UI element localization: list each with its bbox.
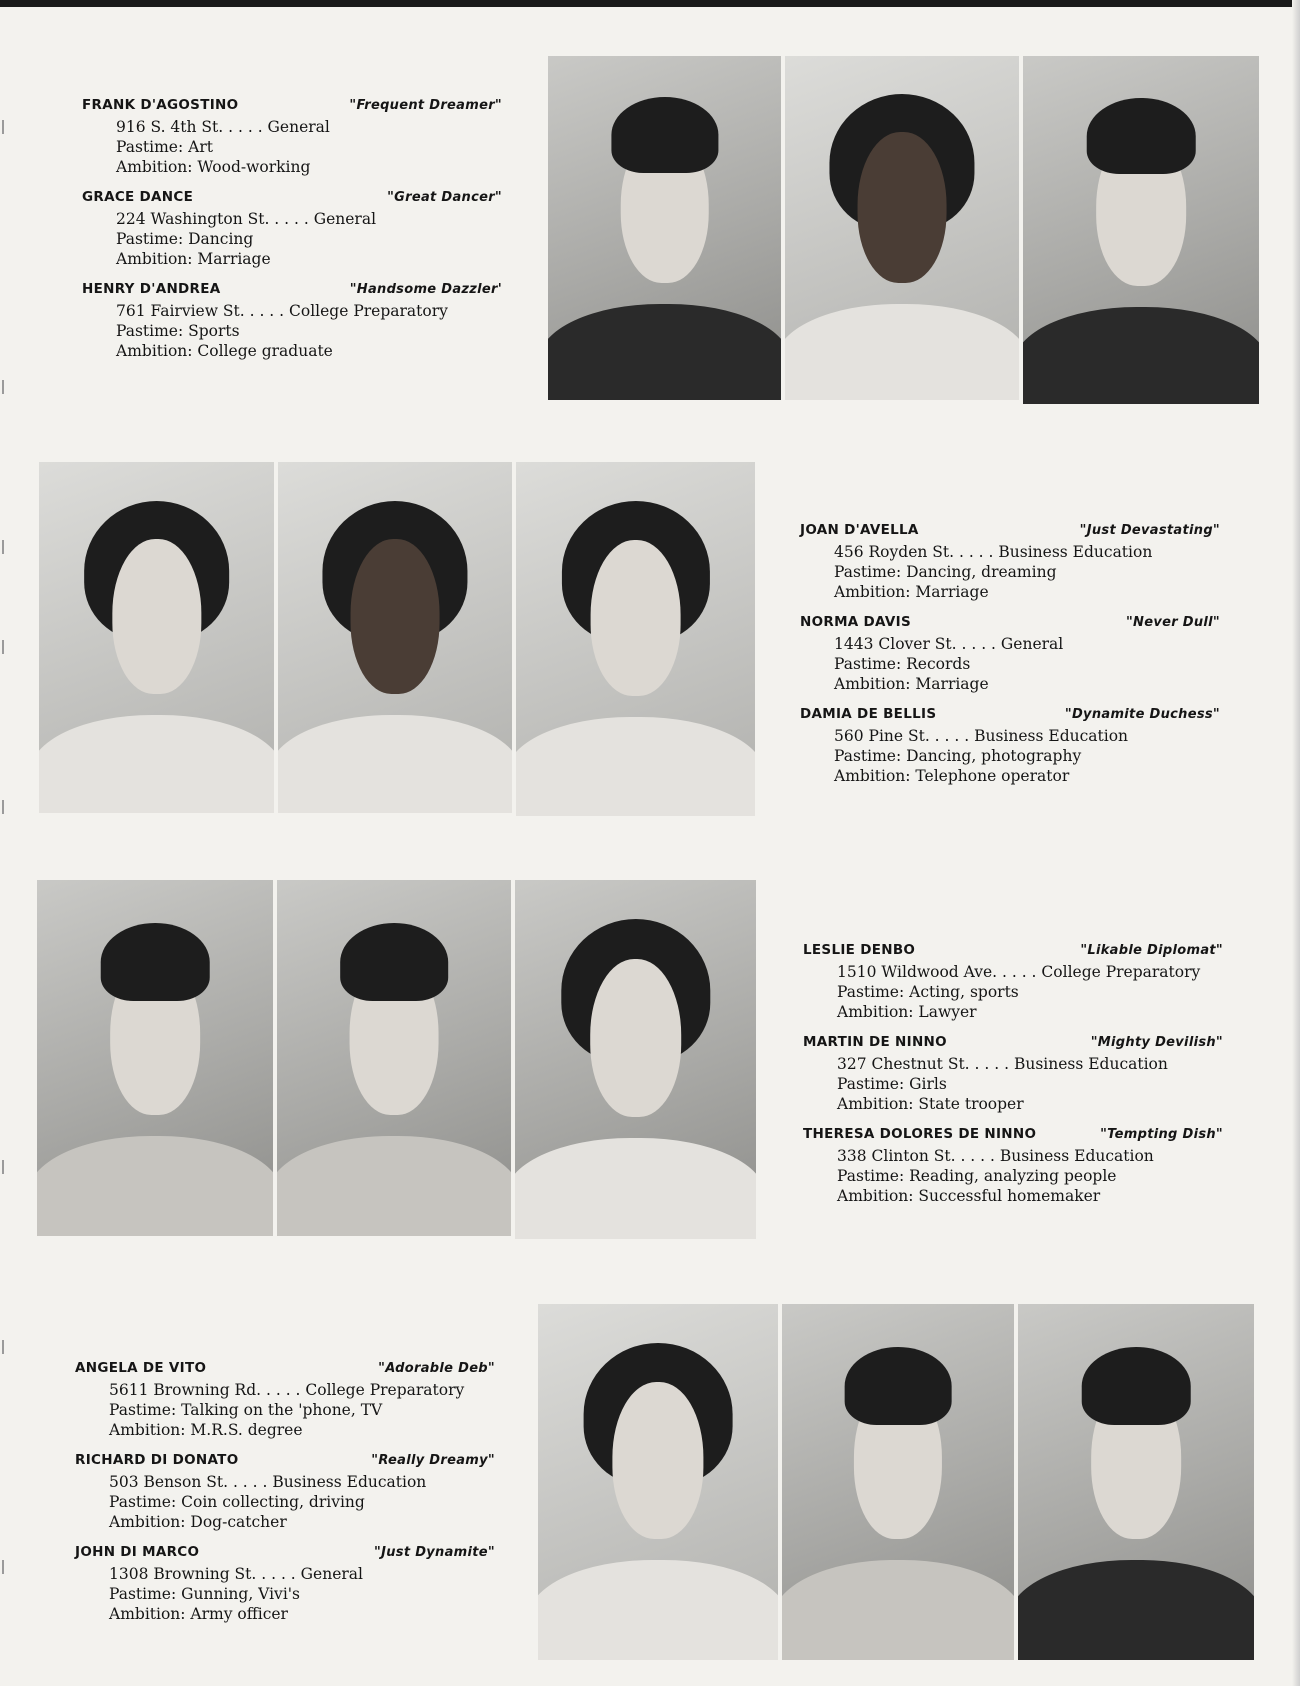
portrait-photo <box>538 1304 778 1660</box>
senior-entry <box>800 614 1220 694</box>
senior-name: MARTIN DE NINNO <box>803 1034 947 1050</box>
senior-address: 1443 Clover St. . . . . General <box>834 635 1064 653</box>
senior-pastime: Pastime: Girls <box>837 1075 947 1093</box>
senior-entry <box>800 522 1220 602</box>
senior-pastime: Pastime: Reading, analyzing people <box>837 1167 1117 1185</box>
page-right-edge <box>1292 0 1300 1686</box>
senior-name: THERESA DOLORES DE NINNO <box>803 1126 1037 1142</box>
senior-ambition: Ambition: M.R.S. degree <box>109 1421 303 1439</box>
senior-pastime: Pastime: Acting, sports <box>837 983 1019 1001</box>
senior-ambition: Ambition: Wood-working <box>116 158 311 176</box>
portrait-photo <box>278 462 512 813</box>
senior-address: 560 Pine St. . . . . Business Education <box>834 727 1129 745</box>
senior-nickname: "Dynamite Duchess" <box>1064 707 1220 722</box>
senior-pastime: Pastime: Art <box>116 138 213 156</box>
senior-nickname: "Just Dynamite" <box>374 1545 495 1560</box>
senior-entries-block-2 <box>800 522 1220 798</box>
portrait-row-1 <box>548 56 1259 404</box>
senior-ambition: Ambition: Lawyer <box>837 1003 977 1021</box>
portrait-photo <box>515 880 756 1239</box>
senior-pastime: Pastime: Records <box>834 655 971 673</box>
senior-ambition: Ambition: Telephone operator <box>834 767 1070 785</box>
senior-ambition: Ambition: Marriage <box>116 250 271 268</box>
senior-name: FRANK D'AGOSTINO <box>82 97 239 113</box>
senior-address: 761 Fairview St. . . . . College Preparatory <box>116 302 448 320</box>
portrait-row-4 <box>538 1304 1254 1660</box>
senior-nickname: "Handsome Dazzler' <box>349 282 502 297</box>
senior-nickname: "Really Dreamy" <box>371 1453 495 1468</box>
page-top-edge <box>0 0 1300 7</box>
senior-ambition: Ambition: State trooper <box>837 1095 1024 1113</box>
portrait-photo <box>37 880 273 1236</box>
senior-nickname: "Tempting Dish" <box>1100 1127 1223 1142</box>
senior-name: NORMA DAVIS <box>800 614 911 630</box>
portrait-photo <box>1018 1304 1254 1660</box>
senior-entry <box>82 281 502 361</box>
senior-ambition: Ambition: Marriage <box>834 675 989 693</box>
senior-entry <box>82 97 502 177</box>
senior-address: 327 Chestnut St. . . . . Business Education <box>837 1055 1168 1073</box>
portrait-photo <box>782 1304 1014 1660</box>
senior-address: 456 Royden St. . . . . Business Education <box>834 543 1153 561</box>
senior-name: RICHARD DI DONATO <box>75 1452 239 1468</box>
senior-nickname: "Mighty Devilish" <box>1090 1035 1223 1050</box>
senior-address: 1510 Wildwood Ave. . . . . College Preparatory <box>837 963 1201 981</box>
senior-nickname: "Likable Diplomat" <box>1080 943 1223 958</box>
senior-nickname: "Adorable Deb" <box>378 1361 495 1376</box>
senior-name: GRACE DANCE <box>82 189 194 205</box>
senior-pastime: Pastime: Talking on the 'phone, TV <box>109 1401 383 1419</box>
portrait-photo <box>277 880 511 1236</box>
senior-pastime: Pastime: Sports <box>116 322 240 340</box>
senior-entry <box>803 1126 1223 1206</box>
portrait-photo <box>785 56 1019 400</box>
portrait-photo <box>548 56 781 400</box>
senior-ambition: Ambition: Marriage <box>834 583 989 601</box>
senior-address: 5611 Browning Rd. . . . . College Preparatory <box>109 1381 465 1399</box>
senior-entry <box>82 189 502 269</box>
senior-nickname: "Just Devastating" <box>1079 523 1220 538</box>
senior-ambition: Ambition: Dog-catcher <box>109 1513 287 1531</box>
senior-name: ANGELA DE VITO <box>75 1360 207 1376</box>
senior-ambition: Ambition: Army officer <box>109 1605 288 1623</box>
portrait-row-2 <box>39 462 755 816</box>
senior-pastime: Pastime: Gunning, Vivi's <box>109 1585 300 1603</box>
senior-entry <box>75 1452 495 1532</box>
senior-nickname: "Never Dull" <box>1125 615 1220 630</box>
senior-entry <box>75 1544 495 1624</box>
senior-entries-block-3 <box>803 942 1223 1218</box>
portrait-row-3 <box>37 880 756 1239</box>
senior-entries-block-4 <box>75 1360 495 1636</box>
senior-name: DAMIA DE BELLIS <box>800 706 937 722</box>
senior-name: JOHN DI MARCO <box>75 1544 200 1560</box>
senior-address: 1308 Browning St. . . . . General <box>109 1565 363 1583</box>
senior-ambition: Ambition: College graduate <box>116 342 333 360</box>
senior-address: 338 Clinton St. . . . . Business Education <box>837 1147 1154 1165</box>
senior-entry <box>75 1360 495 1440</box>
senior-nickname: "Frequent Dreamer" <box>349 98 502 113</box>
portrait-photo <box>39 462 274 813</box>
senior-name: JOAN D'AVELLA <box>800 522 919 538</box>
senior-pastime: Pastime: Dancing, dreaming <box>834 563 1057 581</box>
senior-entry <box>803 1034 1223 1114</box>
senior-entry <box>803 942 1223 1022</box>
senior-pastime: Pastime: Dancing <box>116 230 254 248</box>
senior-ambition: Ambition: Successful homemaker <box>837 1187 1101 1205</box>
senior-pastime: Pastime: Coin collecting, driving <box>109 1493 365 1511</box>
portrait-photo <box>516 462 755 816</box>
senior-name: HENRY D'ANDREA <box>82 281 221 297</box>
senior-nickname: "Great Dancer" <box>387 190 502 205</box>
senior-address: 224 Washington St. . . . . General <box>116 210 377 228</box>
portrait-photo <box>1023 56 1259 404</box>
senior-entries-block-1 <box>82 97 502 373</box>
senior-address: 916 S. 4th St. . . . . General <box>116 118 330 136</box>
senior-address: 503 Benson St. . . . . Business Education <box>109 1473 427 1491</box>
senior-pastime: Pastime: Dancing, photography <box>834 747 1082 765</box>
binding-marks <box>0 0 14 1686</box>
senior-name: LESLIE DENBO <box>803 942 916 958</box>
senior-entry <box>800 706 1220 786</box>
